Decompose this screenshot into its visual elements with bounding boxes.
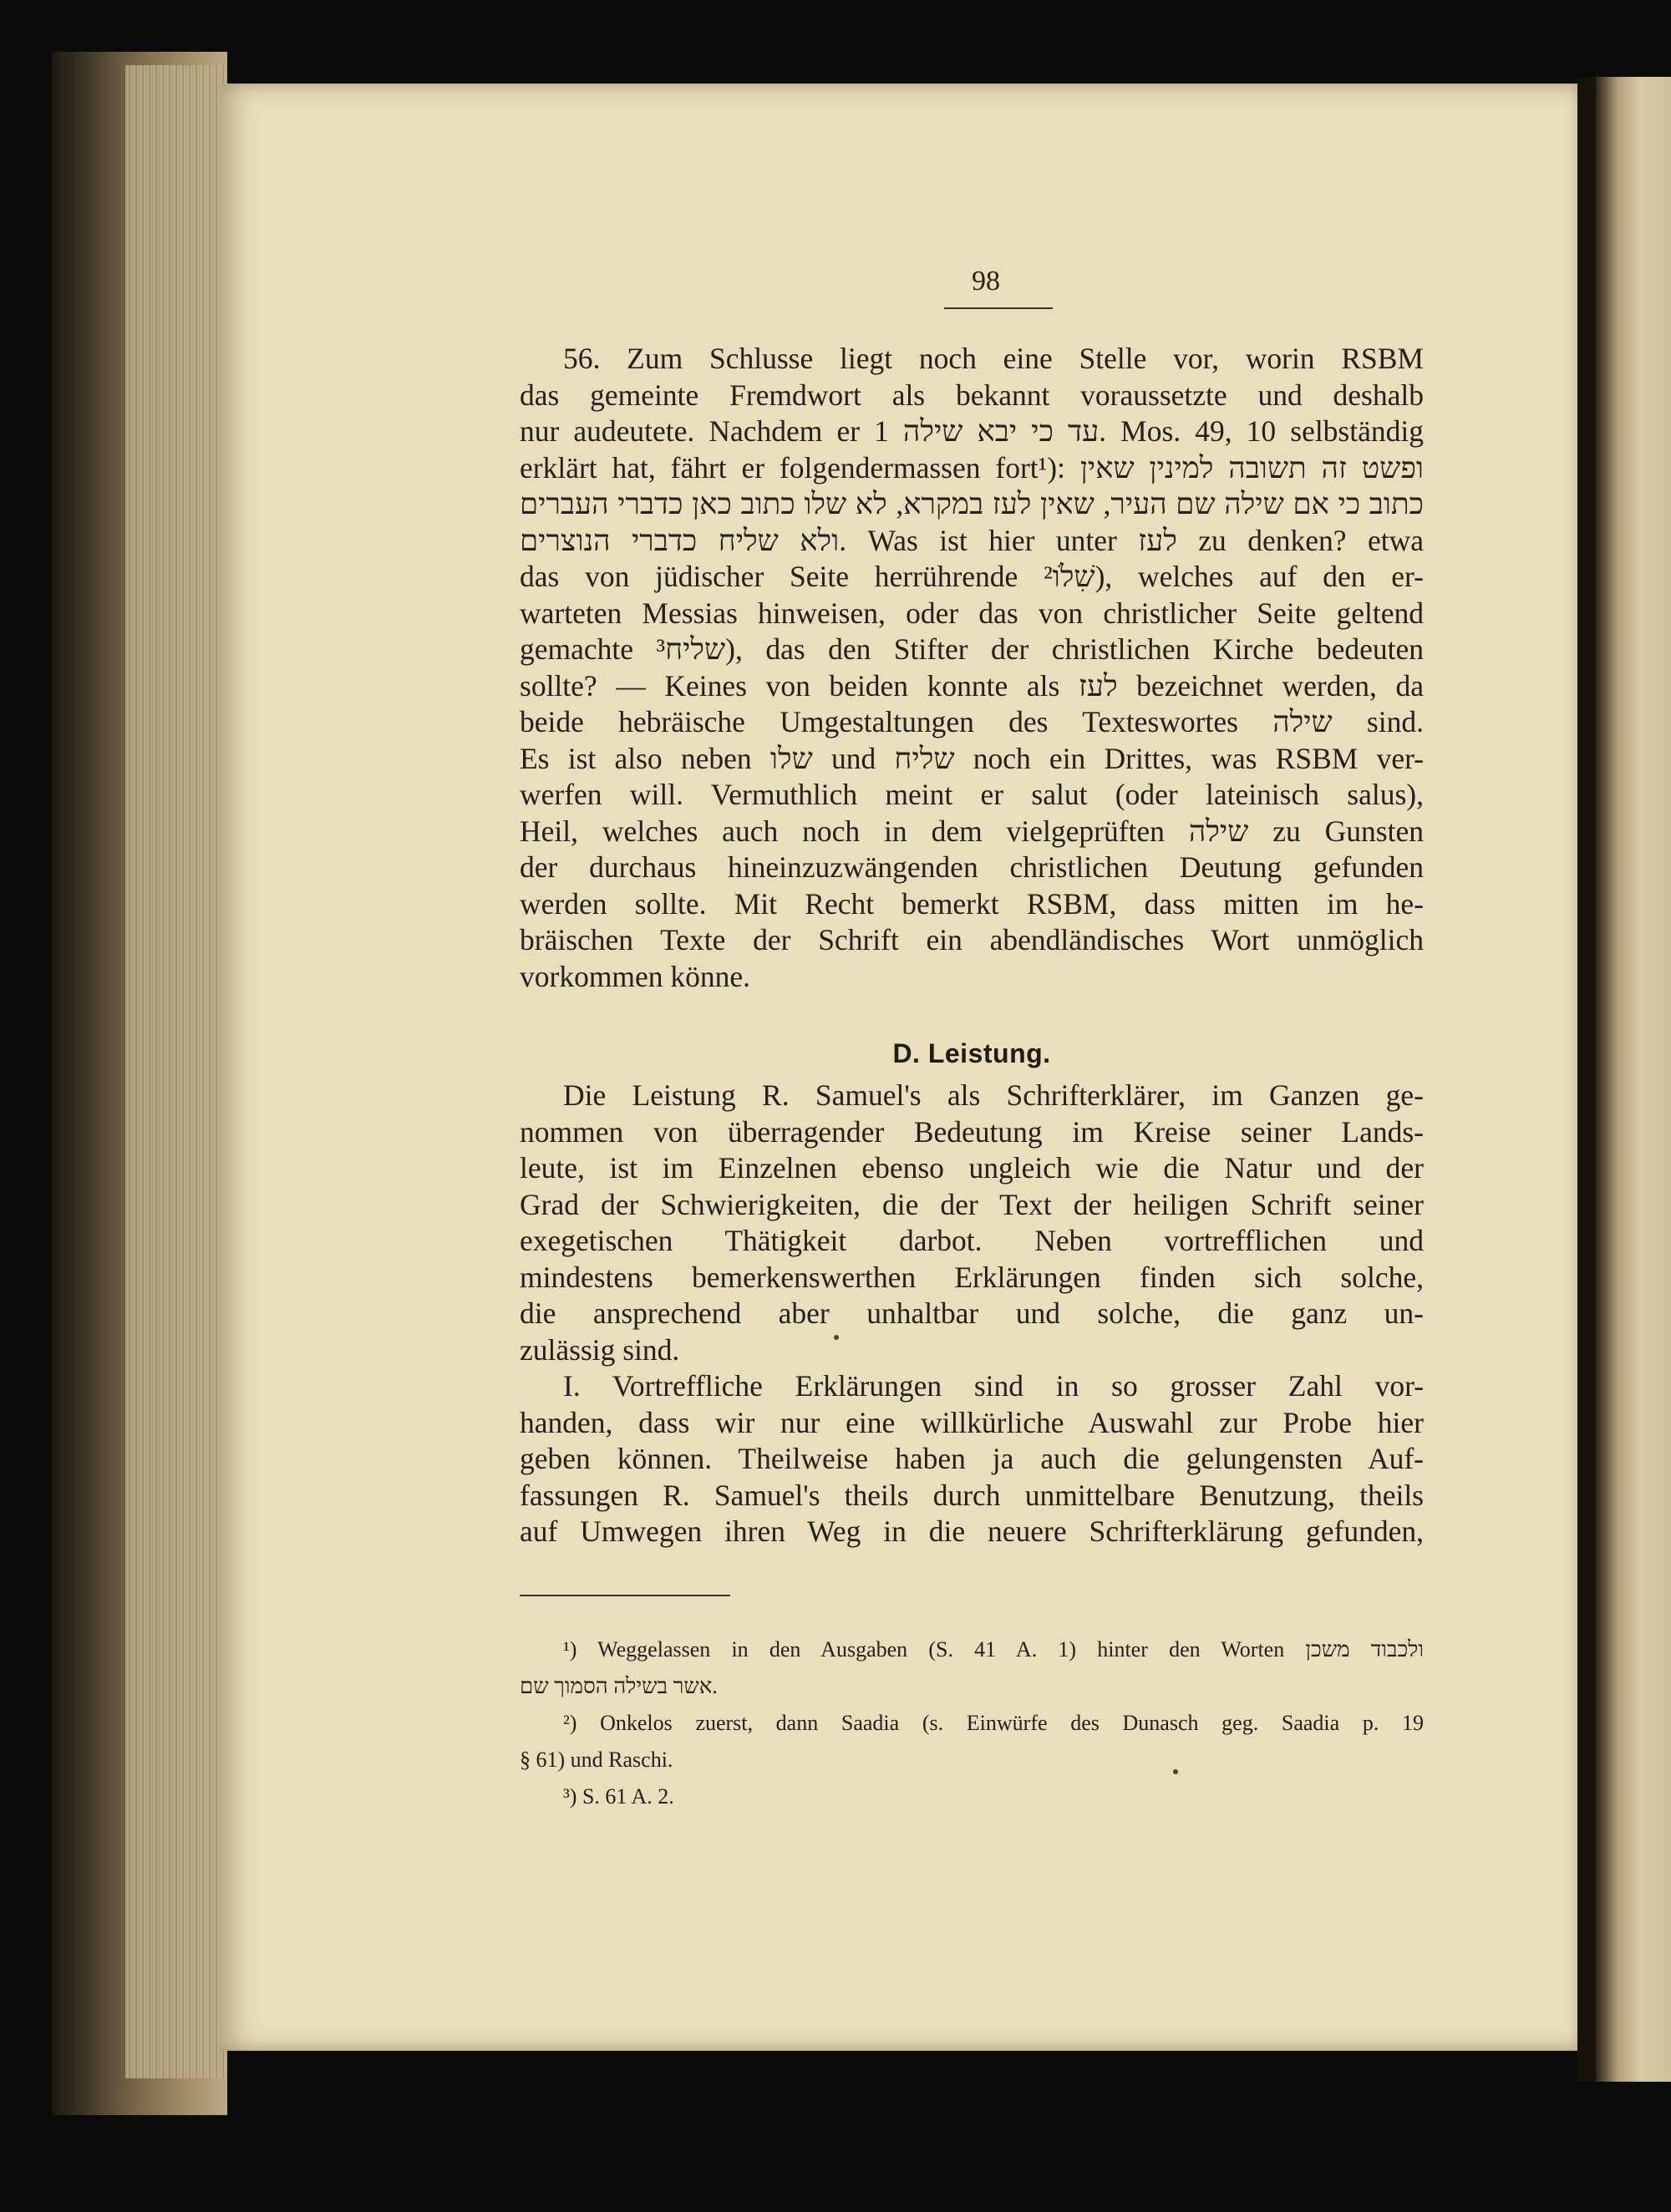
text-line: erklärt hat, fährt er folgendermassen fort¹): ופשט זה תשובה למינין שאין xyxy=(520,450,1424,485)
text-line: Es ist also neben שלו und שליח noch ein Drittes, was RSBM ver- xyxy=(520,741,1425,775)
page-number-rule xyxy=(944,307,1053,309)
paragraph-leistung xyxy=(520,1078,1424,1368)
text-line: Heil, welches auch noch in dem vielgeprüften שילה zu Gunsten xyxy=(520,814,1424,848)
section-heading: D. Leistung. xyxy=(892,1038,1051,1068)
text-line: sollte? — Keines von beiden konnte als לעז bezeichnet werden, da xyxy=(520,668,1424,703)
footnote-rule xyxy=(520,1595,730,1596)
text-line: I. Vortreffliche Erklärungen sind in so grosser Zahl vor- xyxy=(563,1369,1424,1403)
text-line: zulässig sind. xyxy=(520,1332,680,1367)
footnote-1: ¹) Weggelassen in den Ausgaben (S. 41 A. 1) hinter den Worten ולכבוד משכן xyxy=(563,1637,1424,1662)
paragraph-vortreffliche xyxy=(520,1368,1424,1550)
facing-page-edge xyxy=(1596,77,1671,2082)
text-line: werfen will. Vermuthlich meint er salut (oder lateinisch salus), xyxy=(520,778,1424,811)
text-line: Die Leistung R. Samuel's als Schrifterklärer, im Ganzen ge- xyxy=(563,1078,1424,1112)
text-line: 56. Zum Schlusse liegt noch eine Stelle vor, worin RSBM xyxy=(563,342,1424,375)
paragraph-56 xyxy=(520,341,1424,995)
text-line: fassungen R. Samuel's theils durch unmittelbare Benutzung, theils xyxy=(520,1478,1424,1512)
text-line: beide hebräische Umgestaltungen des Texteswortes שילה sind. xyxy=(520,705,1424,738)
text-line: das gemeinte Fremdwort als bekannt voraussetzte und deshalb xyxy=(520,378,1424,412)
text-line: handen, dass wir nur eine willkürliche Auswahl zur Probe hier xyxy=(520,1405,1424,1439)
text-line: auf Umwegen ihren Weg in die neuere Schrifterklärung gefunden, xyxy=(520,1514,1424,1548)
text-line: leute, ist im Einzelnen ebenso ungleich wie die Natur und der xyxy=(520,1151,1424,1185)
text-line: vorkommen könne. xyxy=(520,959,751,993)
text-line: warteten Messias hinweisen, oder das von christlicher Seite geltend xyxy=(520,596,1424,630)
page-stack-edges xyxy=(125,65,226,2078)
text-line: der durchaus hineinzuzwängenden christlichen Deutung gefunden xyxy=(520,850,1424,884)
speck-mark xyxy=(1173,1769,1178,1774)
footnote-1-continued: אשר בשילה הסמוך שם. xyxy=(520,1674,718,1698)
text-line: mindestens bemerkenswerthen Erklärungen finden sich solche, xyxy=(520,1260,1424,1294)
footnote-2: ²) Onkelos zuerst, dann Saadia (s. Einwürfe des Dunasch geg. Saadia p. 19 xyxy=(563,1711,1424,1735)
text-line: bräischen Texte der Schrift ein abendländisches Wort unmöglich xyxy=(520,923,1424,956)
text-line: geben können. Theilweise haben ja auch die gelungensten Auf- xyxy=(520,1442,1424,1475)
text-line: gemachte שליח³), das den Stifter der christlichen Kirche bedeuten xyxy=(520,632,1424,666)
text-line: nur audeutete. Nachdem er עד כי יבא שילה 1. Mos. 49, 10 selbständig xyxy=(520,414,1424,448)
text-line: nommen von überragender Bedeutung im Kreise seiner Lands- xyxy=(520,1114,1424,1149)
text-line: Grad der Schwierigkeiten, die der Text der heiligen Schrift seiner xyxy=(520,1187,1424,1221)
text-line: die ansprechend aber unhaltbar und solche, die ganz un- xyxy=(520,1296,1424,1330)
speck-mark xyxy=(834,1335,839,1340)
footnotes xyxy=(520,1631,1424,1815)
text-line-hebrew: כתוב כי אם שילה שם העיר, שאין לעז במקרא, לא שלו כתוב כאן כדברי העברים xyxy=(520,487,1424,520)
page-number: 98 xyxy=(972,266,1000,297)
text-line: das von jüdischer Seite herrührende שִׁלֹו²), welches auf den er- xyxy=(520,560,1424,593)
footnote-3: ³) S. 61 A. 2. xyxy=(563,1784,674,1809)
text-line: ולא שליח כדברי הנוצרים. Was ist hier unter לעז zu denken? etwa xyxy=(520,523,1424,557)
text-line: exegetischen Thätigkeit darbot. Neben vortrefflichen und xyxy=(520,1224,1424,1257)
footnote-2-continued: § 61) und Raschi. xyxy=(520,1748,673,1772)
text-line: werden sollte. Mit Recht bemerkt RSBM, dass mitten im he- xyxy=(520,886,1424,921)
